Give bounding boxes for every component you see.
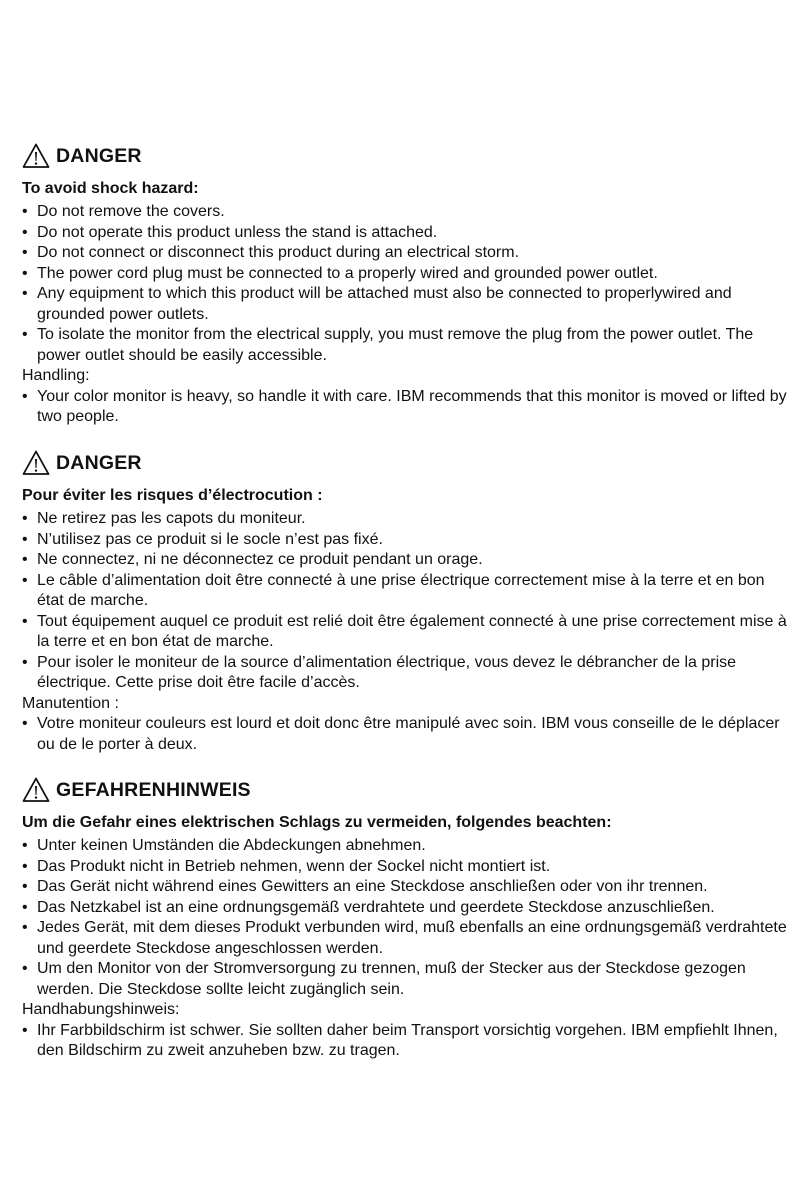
list-item: • Votre moniteur couleurs est lourd et doit donc être manipulé avec soin. IBM vous conseille de le déplacer ou de le porter à deux.	[22, 714, 792, 755]
list-item: • Das Gerät nicht während eines Gewitters an eine Steckdose anschließen oder von ihr trennen.	[22, 877, 792, 898]
section-title: GEFAHRENHINWEIS	[56, 778, 251, 801]
list-item: • Do not remove the covers.	[22, 202, 792, 223]
list-item: • Pour isoler le moniteur de la source d’alimentation électrique, vous devez le débrancher de la prise électrique. Cette prise doit être facile d’accès.	[22, 653, 792, 694]
danger-section-german	[22, 774, 792, 1062]
danger-section-english	[22, 140, 792, 428]
handling-list	[22, 387, 792, 428]
list-item: • Any equipment to which this product will be attached must also be connected to properlywired and grounded power outlets.	[22, 284, 792, 325]
list-item: • The power cord plug must be connected to a properly wired and grounded power outlet.	[22, 264, 792, 285]
list-item: • Your color monitor is heavy, so handle it with care. IBM recommends that this monitor is moved or lifted by two people.	[22, 387, 792, 428]
hazard-list	[22, 836, 792, 1000]
section-header	[22, 140, 792, 172]
handling-label: Handling:	[22, 367, 90, 384]
section-subtitle: To avoid shock hazard:	[22, 180, 199, 197]
section-subtitle: Pour éviter les risques d’électrocution :	[22, 487, 323, 504]
section-title: DANGER	[56, 144, 142, 167]
list-item: • Do not connect or disconnect this product during an electrical storm.	[22, 243, 792, 264]
list-item: • Ne retirez pas les capots du moniteur.	[22, 509, 792, 530]
warning-triangle-icon	[22, 449, 50, 477]
hazard-list	[22, 202, 792, 366]
list-item: • Ne connectez, ni ne déconnectez ce produit pendant un orage.	[22, 550, 792, 571]
list-item: • Das Netzkabel ist an eine ordnungsgemäß verdrahtete und geerdete Steckdose anzuschließen.	[22, 898, 792, 919]
handling-list	[22, 714, 792, 755]
list-item: • Unter keinen Umständen die Abdeckungen abnehmen.	[22, 836, 792, 857]
handling-label: Handhabungshinweis:	[22, 1001, 180, 1018]
section-subtitle: Um die Gefahr eines elektrischen Schlags zu vermeiden, folgendes beachten:	[22, 814, 612, 831]
list-item: • Das Produkt nicht in Betrieb nehmen, wenn der Sockel nicht montiert ist.	[22, 857, 792, 878]
list-item: • Tout équipement auquel ce produit est relié doit être également connecté à une prise correctement mise à la terre et en bon état de marche.	[22, 612, 792, 653]
list-item: • Jedes Gerät, mit dem dieses Produkt verbunden wird, muß ebenfalls an eine ordnungsgemäß verdrahtete und geerdete Steckdose angeschlossen werden.	[22, 918, 792, 959]
list-item: • Do not operate this product unless the stand is attached.	[22, 223, 792, 244]
section-title: DANGER	[56, 451, 142, 474]
section-header	[22, 774, 792, 806]
list-item: • Um den Monitor von der Stromversorgung zu trennen, muß der Stecker aus der Steckdose gezogen werden. Die Steckdose sollte leicht zugänglich sein.	[22, 959, 792, 1000]
section-header	[22, 447, 792, 479]
list-item: • N’utilisez pas ce produit si le socle n’est pas fixé.	[22, 530, 792, 551]
list-item: • Le câble d’alimentation doit être connecté à une prise électrique correctement mise à la terre et en bon état de marche.	[22, 571, 792, 612]
warning-triangle-icon	[22, 776, 50, 804]
danger-section-french	[22, 447, 792, 755]
list-item: • Ihr Farbbildschirm ist schwer. Sie sollten daher beim Transport vorsichtig vorgehen. IBM empfiehlt Ihnen, den Bildschirm zu zweit anzuheben bzw. zu tragen.	[22, 1021, 792, 1062]
hazard-list	[22, 509, 792, 694]
handling-list	[22, 1021, 792, 1062]
handling-label: Manutention :	[22, 694, 119, 712]
warning-triangle-icon	[22, 142, 50, 170]
list-item: • To isolate the monitor from the electrical supply, you must remove the plug from the power outlet. The power outlet should be easily accessible.	[22, 325, 792, 366]
